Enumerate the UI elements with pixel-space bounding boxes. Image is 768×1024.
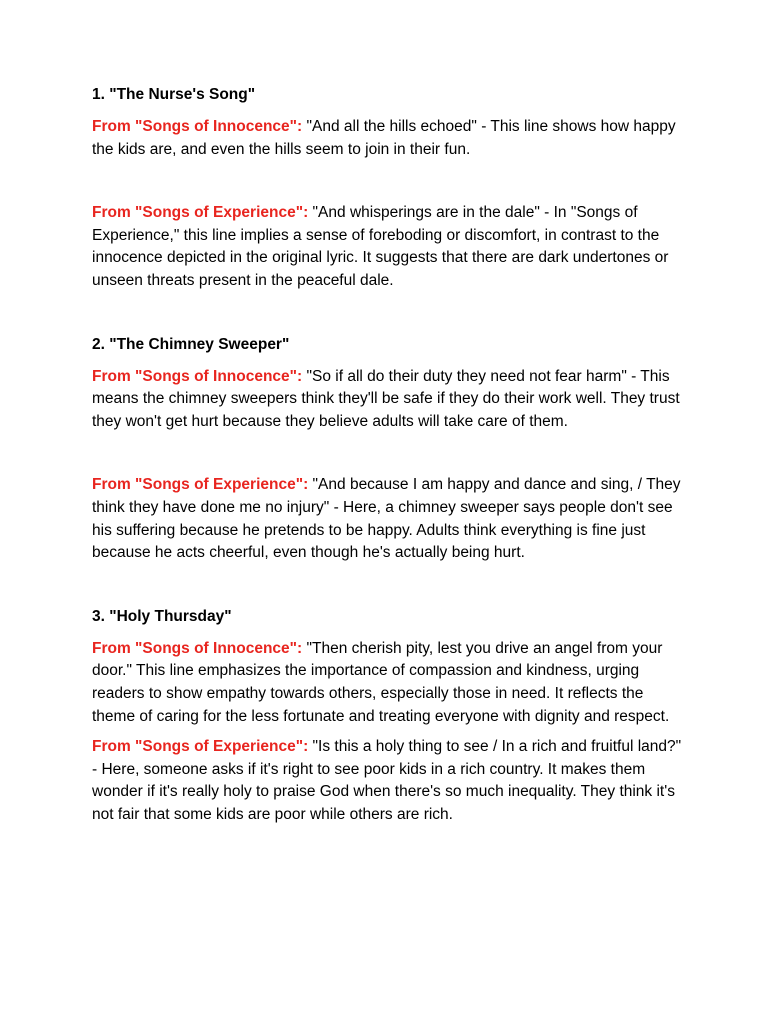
paragraph-text: "Is this a holy thing to see / In a rich and fruitful land?" - Here, someone asks if it's right to see poor kids in a rich country. It makes them wonder if it's really holy to praise God when there's so much inequality. They think it's not fair that some kids are poor while others are rich.	[92, 738, 682, 823]
section-heading: 1. "The Nurse's Song"	[92, 86, 256, 103]
experience-paragraph	[92, 202, 682, 292]
innocence-paragraph	[92, 116, 682, 161]
section-nurses-song	[92, 84, 682, 293]
section-heading: 3. "Holy Thursday"	[92, 607, 232, 625]
section-holy-thursday	[92, 606, 682, 827]
innocence-label: From "Songs of Innocence":	[92, 118, 303, 135]
experience-label: From "Songs of Experience":	[92, 738, 309, 756]
experience-paragraph	[92, 736, 682, 826]
paragraph-text: "Then cherish pity, lest you drive an angel from your door." This line emphasizes the importance of compassion and kindness, urging readers to show empathy towards others, especially those in need. It reflects the theme of caring for the less fortunate and treating everyone with dignity and respect.	[92, 639, 670, 725]
experience-label: From "Songs of Experience":	[92, 476, 309, 494]
paragraph-text: "So if all do their duty they need not fear harm" - This means the chimney sweepers think they'll be safe if they do their work well. They trust they won't get hurt because they believe adults will take care of them.	[92, 367, 680, 430]
experience-paragraph	[92, 474, 682, 564]
section-chimney-sweeper	[92, 334, 682, 565]
section-heading: 2. "The Chimney Sweeper"	[92, 335, 290, 353]
innocence-label: From "Songs of Innocence":	[92, 639, 303, 657]
paragraph-text: "And whisperings are in the dale" - In "Songs of Experience," this line implies a sense of foreboding or discomfort, in contrast to the innocence depicted in the original lyric. It suggests that there are dark undertones or unseen threats present in the peaceful dale.	[92, 204, 669, 289]
document-page	[92, 84, 682, 826]
paragraph-text: "And all the hills echoed" - This line shows how happy the kids are, and even the hills seem to join in their fun.	[92, 118, 676, 158]
innocence-paragraph	[92, 638, 682, 728]
innocence-label: From "Songs of Innocence":	[92, 367, 303, 385]
experience-label: From "Songs of Experience":	[92, 204, 309, 222]
paragraph-text: "And because I am happy and dance and sing, / They think they have done me no injury" - Here, a chimney sweeper says people don't see his suffering because he pretends to be happy. Adults think everything is fine just because he acts cheerful, even though he's actually being hurt.	[92, 476, 681, 562]
innocence-paragraph	[92, 366, 682, 434]
